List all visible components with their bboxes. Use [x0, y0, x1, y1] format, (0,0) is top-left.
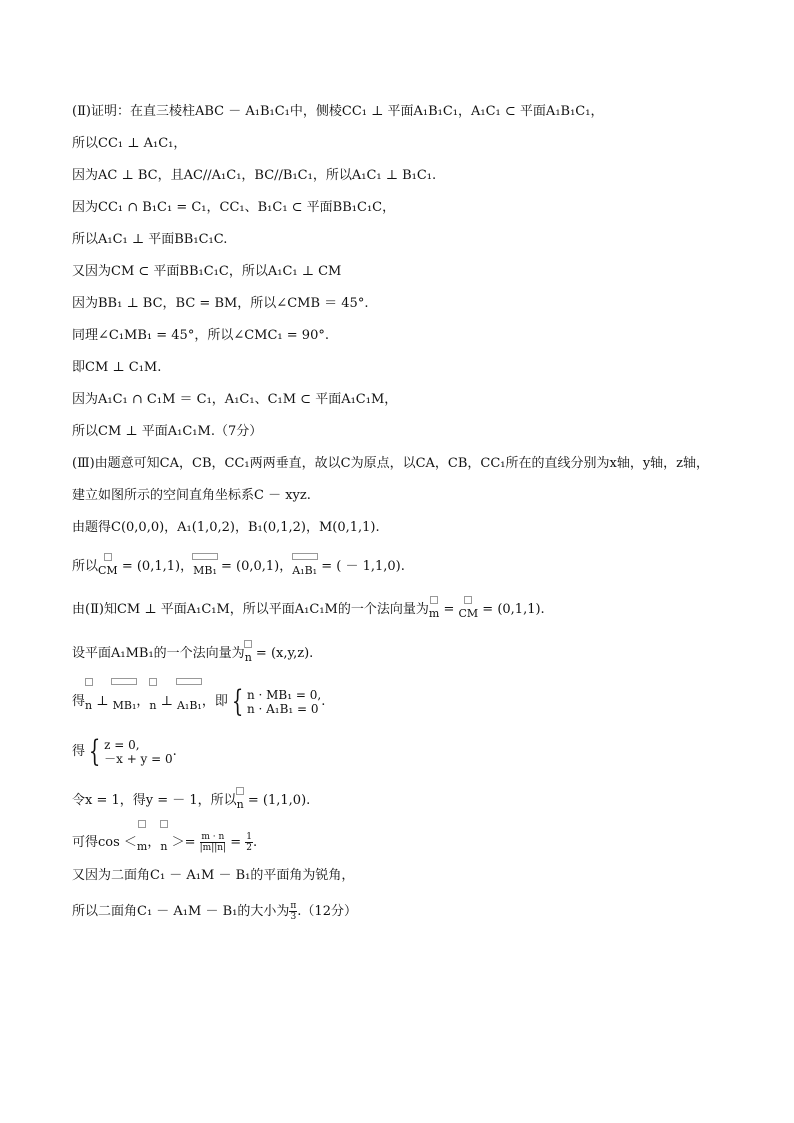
vector-arrow-icon: [85, 678, 93, 686]
vector-label: m: [136, 840, 148, 853]
vector-label: n: [149, 699, 157, 712]
vector-n: [245, 640, 252, 666]
text-span: 所以二面角C₁ － A₁M － B₁的大小为: [72, 904, 290, 919]
vector-arrow-icon: [292, 553, 318, 560]
text-span: = (1,1,0).: [243, 793, 311, 808]
formula-line: [72, 898, 357, 926]
vector-line: [72, 596, 545, 622]
text-span: 由(Ⅱ)知CM ⊥ 平面A₁C₁M，所以平面A₁C₁M的一个法向量为: [72, 602, 429, 617]
vector-n: [149, 678, 156, 724]
text-line: 因为CC₁ ∩ B₁C₁ = C₁，CC₁、B₁C₁ ⊂ 平面BB₁C₁C，: [72, 200, 396, 215]
vector-a1b1: [292, 553, 317, 579]
text-line: 所以CM ⊥ 平面A₁C₁M.（7分）: [72, 424, 263, 439]
text-span: 设平面A₁MB₁的一个法向量为: [72, 646, 245, 661]
vector-line: [72, 640, 313, 666]
text-span: ，: [136, 694, 150, 709]
vector-label: CM: [458, 607, 479, 620]
text-span: 所以: [72, 559, 99, 574]
fraction-denominator: 2: [246, 843, 253, 853]
text-span: = ( － 1,1,0).: [317, 559, 405, 574]
fraction-denominator: 3: [290, 912, 297, 922]
vector-label: n: [85, 699, 93, 712]
vector-cm: [98, 553, 118, 579]
brace: {: [231, 683, 244, 719]
vector-n: [237, 787, 244, 813]
vector-label: n: [236, 798, 244, 811]
vector-arrow-icon: [464, 596, 472, 604]
text-span: 可得cos ＜: [72, 835, 137, 850]
text-line: 即CM ⊥ C₁M.: [72, 360, 162, 375]
text-line: 所以A₁C₁ ⊥ 平面BB₁C₁C.: [72, 232, 228, 247]
equation-row: －x + y = 0: [104, 751, 173, 766]
vector-m: [429, 596, 439, 622]
text-span: ⊥: [156, 694, 177, 709]
vector-arrow-icon: [236, 787, 244, 795]
vector-arrow-icon: [430, 596, 438, 604]
text-line: 由题得C(0,0,0)，A₁(1,0,2)，B₁(0,1,2)，M(0,1,1).: [72, 520, 380, 535]
vector-line: [72, 678, 325, 724]
text-span: = (0,1,1).: [478, 602, 545, 617]
equation-row: n · A₁B₁ = 0: [246, 701, 319, 716]
half-fraction: [245, 832, 253, 853]
text-line: 同理∠C₁MB₁ = 45°，所以∠CMC₁ = 90°.: [72, 328, 329, 343]
fraction-denominator: |m||n|: [199, 843, 227, 853]
vector-mb1: [193, 553, 217, 579]
text-line: 又因为CM ⊂ 平面BB₁C₁C，所以A₁C₁ ⊥ CM: [72, 264, 342, 279]
formula-line: [72, 820, 257, 864]
vector-arrow-icon: [111, 678, 137, 685]
vector-label: MB₁: [193, 564, 217, 577]
text-span: = (x,y,z).: [251, 646, 314, 661]
vector-label: n: [244, 651, 252, 664]
text-span: ，: [147, 835, 161, 850]
text-span: 得: [72, 694, 86, 709]
equation-line: [72, 733, 177, 769]
vector-arrow-icon: [104, 553, 112, 561]
vector-n: [160, 820, 167, 864]
equation-row: n · MB₁ = 0,: [246, 687, 322, 702]
text-span: =: [226, 835, 246, 850]
vector-a1b1: [177, 678, 202, 724]
text-span: .: [253, 835, 258, 850]
cosine-fraction: [200, 832, 226, 853]
vector-label: MB₁: [112, 699, 137, 712]
text-span: .: [172, 744, 177, 759]
fraction-numerator: 1: [246, 832, 253, 842]
vector-label: A₁B₁: [176, 699, 202, 712]
text-span: = (0,1,1)，: [117, 559, 194, 574]
fraction-numerator: π: [290, 901, 297, 911]
text-span: 得: [72, 744, 86, 759]
vector-m: [137, 820, 147, 864]
text-span: .: [321, 694, 326, 709]
text-span: ＞=: [167, 835, 200, 850]
vector-arrow-icon: [244, 640, 252, 648]
brace: {: [88, 733, 101, 769]
equation-row: z = 0,: [104, 737, 140, 752]
vector-mb1: [113, 678, 137, 724]
vector-arrow-icon: [160, 820, 168, 828]
text-span: =: [439, 602, 459, 617]
text-line: 建立如图所示的空间直角坐标系C － xyz.: [72, 488, 311, 503]
text-line: 因为AC ⊥ BC，且AC//A₁C₁，BC//B₁C₁，所以A₁C₁ ⊥ B₁C₁.: [72, 168, 437, 183]
vector-arrow-icon: [138, 820, 146, 828]
text-span: .（12分）: [297, 904, 357, 919]
text-line: (Ⅲ)由题意可知CA，CB，CC₁两两垂直，故以C为原点，以CA，CB，CC₁所在的直线分别为x轴，y轴，z轴，: [72, 456, 710, 471]
text-span: 令x = 1，得y = － 1，所以: [72, 793, 237, 808]
equation-system: [228, 683, 322, 719]
text-line: 又因为二面角C₁ － A₁M － B₁的平面角为锐角，: [72, 868, 355, 883]
vector-label: n: [160, 840, 168, 853]
fraction-numerator: m · n: [201, 832, 225, 842]
vector-cm: [458, 596, 478, 622]
vector-arrow-icon: [192, 553, 218, 560]
text-line: 因为A₁C₁ ∩ C₁M ＝ C₁，A₁C₁、C₁M ⊂ 平面A₁C₁M，: [72, 392, 398, 407]
vector-label: m: [428, 607, 440, 620]
text-span: = (0,0,1)，: [216, 559, 293, 574]
text-line: 所以CC₁ ⊥ A₁C₁，: [72, 136, 187, 151]
vector-arrow-icon: [149, 678, 157, 686]
text-line: (Ⅱ)证明：在直三棱柱ABC － A₁B₁C₁中，侧棱CC₁ ⊥ 平面A₁B₁C₁，A₁C₁ ⊂ 平面A₁B₁C₁，: [72, 104, 604, 119]
vector-label: A₁B₁: [292, 564, 318, 577]
vector-line: [72, 553, 405, 579]
text-span: ，即: [201, 694, 228, 709]
equation-system: [85, 733, 173, 769]
vector-arrow-icon: [176, 678, 202, 685]
vector-n: [85, 678, 92, 724]
text-line: 因为BB₁ ⊥ BC，BC = BM，所以∠CMB ＝ 45°.: [72, 296, 369, 311]
text-span: ⊥: [92, 694, 113, 709]
vector-label: CM: [98, 564, 118, 577]
vector-line: [72, 787, 310, 813]
